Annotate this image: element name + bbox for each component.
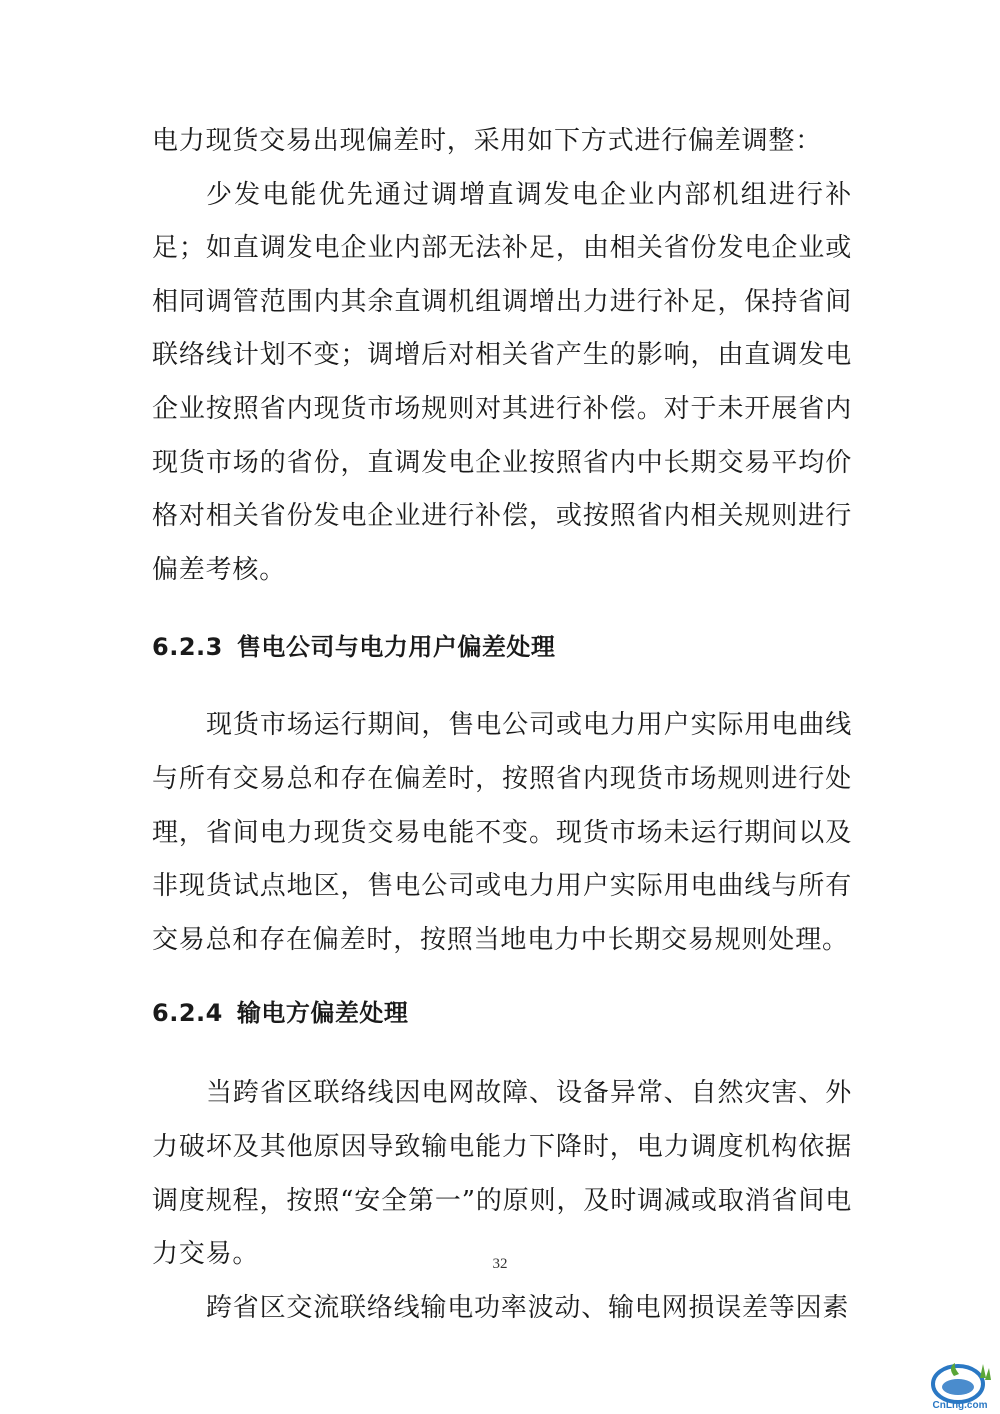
paragraph-retailer-deviation: 现货市场运行期间，售电公司或电力用户实际用电曲线与所有交易总和存在偏差时，按照省内现货市场规则进行处理，省间电力现货交易电能不变。现货市场未运行期间以及非现货试点地区，售电公司或电力用户实际用电曲线与所有交易总和存在偏差时，按照当地电力中长期交易规则处理。 [152,710,852,955]
logo-text: CnLng.com [932,1400,988,1410]
section-number: 6.2.4 [152,999,223,1028]
section-number: 6.2.3 [152,633,223,662]
section-title: 售电公司与电力用户偏差处理 [236,633,556,662]
section-heading-6-2-4 [152,995,852,1031]
page-number: 32 [492,1256,508,1272]
paragraph-ac-tieline: 跨省区交流联络线输电功率波动、输电网损误差等因素 [206,1292,850,1323]
section-heading-6-2-3 [152,629,852,665]
cnlng-logo-icon [925,1360,995,1410]
paragraph-deviation-intro: 电力现货交易出现偏差时，采用如下方式进行偏差调整： [152,126,823,156]
section-title: 输电方偏差处理 [236,999,409,1028]
paragraph-under-generation: 少发电能优先通过调增直调发电企业内部机组进行补足；如直调发电企业内部无法补足，由相关省份发电企业或相同调管范围内其余直调机组调增出力进行补足，保持省间联络线计划不变；调增后对相关省产生的影响，由直调发电企业按照省内现货市场规则对其进行补偿。对于未开展省内现货市场的省份，直调发电企业按照省内中长期交易平均价格对相关省份发电企业进行补偿，或按照省内相关规则进行偏差考核。 [152,179,852,585]
paragraph-transmission-capacity: 当跨省区联络线因电网故障、设备异常、自然灾害、外力破坏及其他原因导致输电能力下降时，电力调度机构依据调度规程，按照“安全第一”的原则，及时调减或取消省间电力交易。 [152,1078,852,1270]
document-body [152,115,852,1335]
